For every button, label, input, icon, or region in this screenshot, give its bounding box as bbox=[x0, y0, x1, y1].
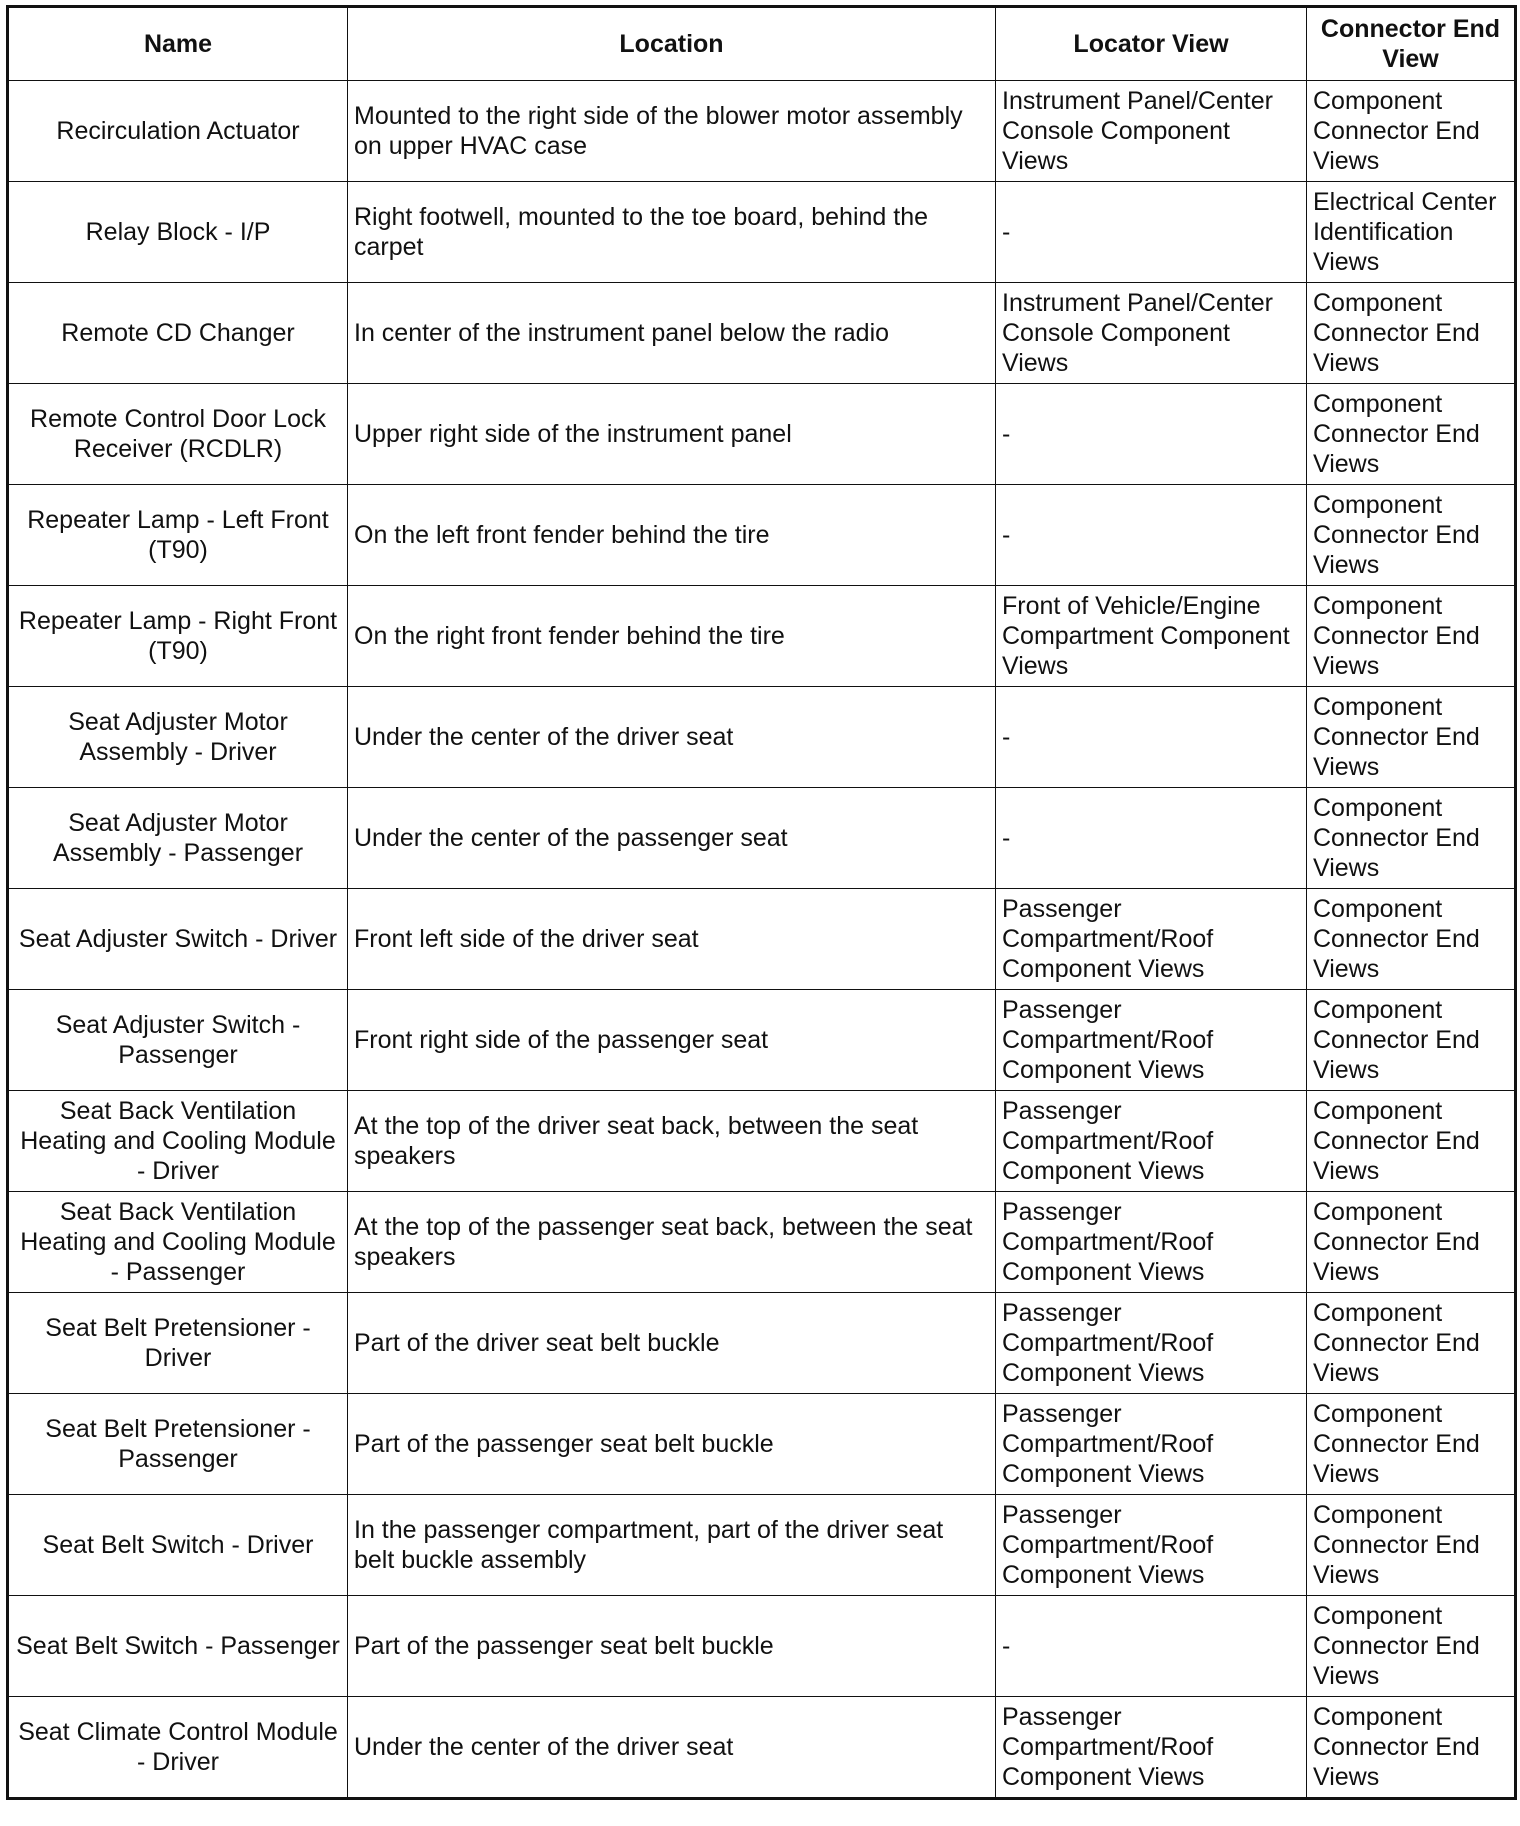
table-row bbox=[8, 586, 1516, 687]
cell-location: Upper right side of the instrument panel bbox=[348, 384, 996, 485]
table-row bbox=[8, 1394, 1516, 1495]
cell-name: Seat Back Ventilation Heating and Cooling Module - Passenger bbox=[8, 1192, 348, 1293]
cell-connector-end-view: Component Connector End Views bbox=[1307, 384, 1516, 485]
table-body bbox=[8, 81, 1516, 1799]
table-row bbox=[8, 1293, 1516, 1394]
cell-location: Under the center of the driver seat bbox=[348, 1697, 996, 1799]
cell-connector-end-view: Electrical Center Identification Views bbox=[1307, 182, 1516, 283]
cell-connector-end-view: Component Connector End Views bbox=[1307, 81, 1516, 182]
cell-locator-view: - bbox=[996, 788, 1307, 889]
cell-locator-view: Passenger Compartment/Roof Component Views bbox=[996, 1091, 1307, 1192]
cell-location: At the top of the passenger seat back, between the seat speakers bbox=[348, 1192, 996, 1293]
cell-connector-end-view: Component Connector End Views bbox=[1307, 687, 1516, 788]
cell-locator-view: Instrument Panel/Center Console Component Views bbox=[996, 283, 1307, 384]
table-row bbox=[8, 283, 1516, 384]
cell-name: Seat Climate Control Module - Driver bbox=[8, 1697, 348, 1799]
cell-connector-end-view: Component Connector End Views bbox=[1307, 485, 1516, 586]
cell-connector-end-view: Component Connector End Views bbox=[1307, 990, 1516, 1091]
cell-location: Right footwell, mounted to the toe board, behind the carpet bbox=[348, 182, 996, 283]
cell-connector-end-view: Component Connector End Views bbox=[1307, 1091, 1516, 1192]
cell-location: Front left side of the driver seat bbox=[348, 889, 996, 990]
cell-connector-end-view: Component Connector End Views bbox=[1307, 1394, 1516, 1495]
cell-location: On the right front fender behind the tire bbox=[348, 586, 996, 687]
cell-connector-end-view: Component Connector End Views bbox=[1307, 1596, 1516, 1697]
table-row bbox=[8, 687, 1516, 788]
cell-connector-end-view: Component Connector End Views bbox=[1307, 1293, 1516, 1394]
cell-locator-view: - bbox=[996, 384, 1307, 485]
header-name: Name bbox=[8, 7, 348, 81]
table-row bbox=[8, 384, 1516, 485]
cell-name: Seat Belt Pretensioner - Passenger bbox=[8, 1394, 348, 1495]
cell-name: Remote CD Changer bbox=[8, 283, 348, 384]
table-row bbox=[8, 1192, 1516, 1293]
cell-name: Repeater Lamp - Left Front (T90) bbox=[8, 485, 348, 586]
cell-name: Recirculation Actuator bbox=[8, 81, 348, 182]
cell-name: Seat Belt Pretensioner - Driver bbox=[8, 1293, 348, 1394]
cell-location: Under the center of the passenger seat bbox=[348, 788, 996, 889]
cell-locator-view: Passenger Compartment/Roof Component Views bbox=[996, 1495, 1307, 1596]
cell-locator-view: Passenger Compartment/Roof Component Views bbox=[996, 990, 1307, 1091]
cell-location: Under the center of the driver seat bbox=[348, 687, 996, 788]
cell-connector-end-view: Component Connector End Views bbox=[1307, 1495, 1516, 1596]
header-connector-end-view: Connector End View bbox=[1307, 7, 1516, 81]
cell-locator-view: - bbox=[996, 687, 1307, 788]
cell-connector-end-view: Component Connector End Views bbox=[1307, 889, 1516, 990]
cell-name: Seat Adjuster Switch - Passenger bbox=[8, 990, 348, 1091]
table-row bbox=[8, 788, 1516, 889]
cell-connector-end-view: Component Connector End Views bbox=[1307, 1192, 1516, 1293]
cell-connector-end-view: Component Connector End Views bbox=[1307, 283, 1516, 384]
cell-locator-view: - bbox=[996, 485, 1307, 586]
cell-name: Seat Belt Switch - Passenger bbox=[8, 1596, 348, 1697]
table-row bbox=[8, 1697, 1516, 1799]
cell-location: Part of the passenger seat belt buckle bbox=[348, 1596, 996, 1697]
cell-locator-view: Passenger Compartment/Roof Component Views bbox=[996, 1293, 1307, 1394]
table-row bbox=[8, 1495, 1516, 1596]
table-row bbox=[8, 1091, 1516, 1192]
cell-locator-view: Passenger Compartment/Roof Component Views bbox=[996, 1192, 1307, 1293]
cell-name: Seat Adjuster Motor Assembly - Passenger bbox=[8, 788, 348, 889]
cell-connector-end-view: Component Connector End Views bbox=[1307, 788, 1516, 889]
cell-locator-view: Passenger Compartment/Roof Component Views bbox=[996, 889, 1307, 990]
cell-location: Front right side of the passenger seat bbox=[348, 990, 996, 1091]
cell-name: Relay Block - I/P bbox=[8, 182, 348, 283]
cell-location: In center of the instrument panel below the radio bbox=[348, 283, 996, 384]
header-row bbox=[8, 7, 1516, 81]
component-locator-table-wrapper bbox=[6, 5, 1517, 1800]
cell-name: Seat Back Ventilation Heating and Cooling Module - Driver bbox=[8, 1091, 348, 1192]
table-row bbox=[8, 485, 1516, 586]
cell-connector-end-view: Component Connector End Views bbox=[1307, 586, 1516, 687]
header-location: Location bbox=[348, 7, 996, 81]
component-locator-table bbox=[6, 5, 1517, 1800]
cell-location: Part of the passenger seat belt buckle bbox=[348, 1394, 996, 1495]
cell-locator-view: Passenger Compartment/Roof Component Views bbox=[996, 1394, 1307, 1495]
cell-name: Seat Adjuster Switch - Driver bbox=[8, 889, 348, 990]
cell-name: Seat Adjuster Motor Assembly - Driver bbox=[8, 687, 348, 788]
cell-location: In the passenger compartment, part of the driver seat belt buckle assembly bbox=[348, 1495, 996, 1596]
cell-locator-view: Front of Vehicle/Engine Compartment Component Views bbox=[996, 586, 1307, 687]
cell-location: Mounted to the right side of the blower motor assembly on upper HVAC case bbox=[348, 81, 996, 182]
cell-location: Part of the driver seat belt buckle bbox=[348, 1293, 996, 1394]
table-row bbox=[8, 1596, 1516, 1697]
header-locator-view: Locator View bbox=[996, 7, 1307, 81]
table-row bbox=[8, 81, 1516, 182]
cell-locator-view: - bbox=[996, 1596, 1307, 1697]
cell-name: Remote Control Door Lock Receiver (RCDLR) bbox=[8, 384, 348, 485]
cell-locator-view: Instrument Panel/Center Console Component Views bbox=[996, 81, 1307, 182]
cell-location: On the left front fender behind the tire bbox=[348, 485, 996, 586]
table-row bbox=[8, 889, 1516, 990]
cell-locator-view: Passenger Compartment/Roof Component Views bbox=[996, 1697, 1307, 1799]
cell-locator-view: - bbox=[996, 182, 1307, 283]
table-row bbox=[8, 990, 1516, 1091]
cell-name: Seat Belt Switch - Driver bbox=[8, 1495, 348, 1596]
table-row bbox=[8, 182, 1516, 283]
cell-location: At the top of the driver seat back, between the seat speakers bbox=[348, 1091, 996, 1192]
cell-name: Repeater Lamp - Right Front (T90) bbox=[8, 586, 348, 687]
cell-connector-end-view: Component Connector End Views bbox=[1307, 1697, 1516, 1799]
